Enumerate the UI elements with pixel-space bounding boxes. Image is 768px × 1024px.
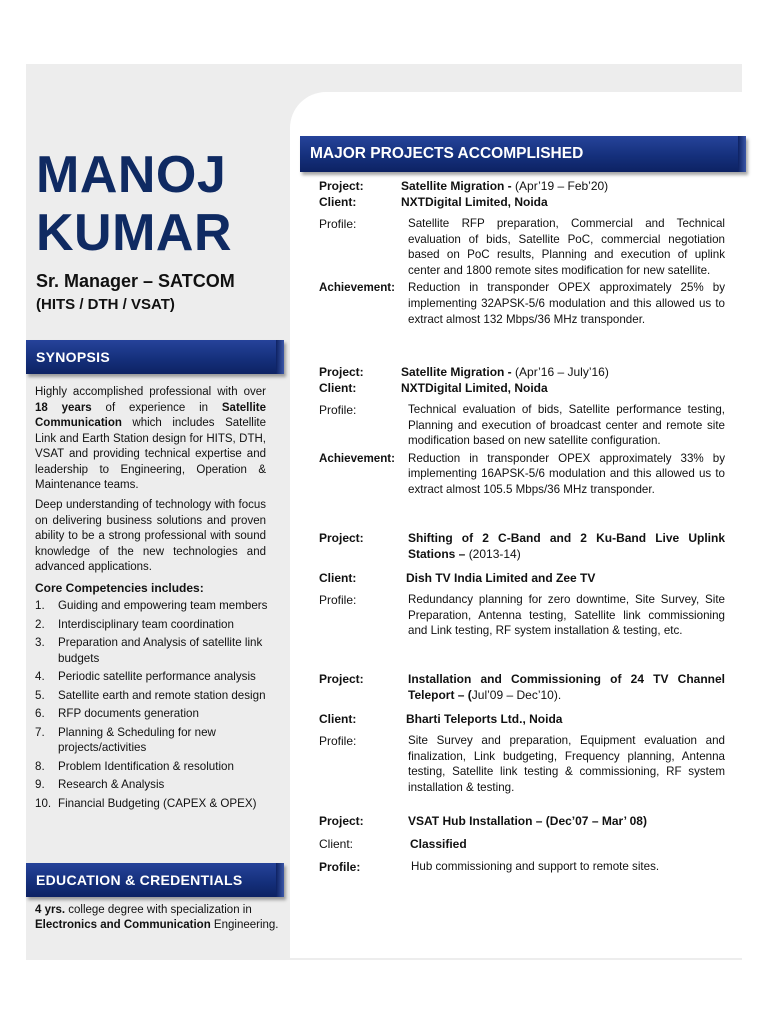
list-item: 9. Research & Analysis bbox=[35, 778, 165, 791]
list-item: 3. Preparation and Analysis of satellite link budgets bbox=[35, 636, 263, 665]
core-competencies-title: Core Competencies includes: bbox=[35, 581, 204, 595]
candidate-name: MANOJ KUMAR bbox=[36, 146, 233, 262]
project-entry-5: Project: VSAT Hub Installation – (Dec’07 – Mar’ 08) Client: Classified Profile: Hub commissioning and support to remote sites. bbox=[319, 814, 660, 874]
list-item: 1. Guiding and empowering team members bbox=[35, 599, 268, 612]
list-item: 6. RFP documents generation bbox=[35, 707, 199, 720]
list-item: 8. Problem Identification & resolution bbox=[35, 759, 234, 773]
job-title: Sr. Manager – SATCOM bbox=[36, 271, 235, 291]
project-entry-2: Project: Satellite Migration - (Apr’16 – July’16) Client: NXTDigital Limited, Noida Profile: Technical evaluation of bids, Satellite performance testing, Planning and execution of broadcast center and remote site modification based on new satellite configuration. Achievement: Reduction in transponder OPEX approximately 33% by implementing 16APSK-5/6 modulation and this allowed us to extract almost 105.5 Mbps/36 MHz transponder. bbox=[319, 365, 725, 496]
project-entry-3: Project: Shifting of 2 C-Band and 2 Ku-Band Live Uplink Stations – (2013-14) Client: Dish TV India Limited and Zee TV Profile: Redundancy planning for zero downtime, Site Survey, Site Preparation, Antenna testing, Satellite link commissioning and Link testing, RF system installation & testing, etc. bbox=[319, 531, 725, 638]
core-competencies-list bbox=[35, 598, 280, 814]
list-item: 10. Financial Budgeting (CAPEX & OPEX) bbox=[35, 796, 257, 810]
synopsis-banner bbox=[26, 340, 284, 374]
list-item: 5. Satellite earth and remote station design bbox=[35, 688, 266, 702]
education-heading: EDUCATION & CREDENTIALS bbox=[36, 872, 243, 888]
list-item: 7. Planning & Scheduling for new projects/activities bbox=[35, 725, 216, 754]
education-text: 4 yrs. college degree with specialization in Electronics and Communication Engineering. bbox=[35, 904, 279, 931]
education-banner bbox=[26, 863, 284, 897]
synopsis-heading: SYNOPSIS bbox=[36, 349, 110, 365]
major-projects-heading: MAJOR PROJECTS ACCOMPLISHED bbox=[310, 145, 584, 162]
project-entry-4: Project: Installation and Commissioning of 24 TV Channel Teleport – (Jul’09 – Dec’10). Client: Bharti Teleports Ltd., Noida Profile: Site Survey and preparation, Equipment evaluation and finalization, Link budgeting, Frequency planning, Antenna testing, Satellite link testing & commissioning, RF system installation & testing. bbox=[319, 672, 725, 794]
synopsis-paragraph-1: Highly accomplished professional with over 18 years of experience in Satellite Communication which includes Satellite Link and Earth Station design for HITS, DTH, VSAT and providing technical expertise and leadership to Engineering, Operation & Maintenance teams. bbox=[35, 386, 266, 491]
job-specialization: (HITS / DTH / VSAT) bbox=[36, 296, 175, 313]
list-item: 4. Periodic satellite performance analysis bbox=[35, 670, 256, 683]
list-item: 2. Interdisciplinary team coordination bbox=[35, 617, 234, 631]
major-projects-banner bbox=[300, 136, 746, 172]
synopsis-paragraph-2: Deep understanding of technology with focus on delivering business solutions and proven ability to be a strong professional with sound knowledge of the new technologies and advanced applications. bbox=[35, 499, 266, 573]
project-entry-1: Project: Satellite Migration - (Apr’19 – Feb’20) Client: NXTDigital Limited, Noida Profile: Satellite RFP preparation, Commercial and Technical evaluation of bids, Satellite PoC, commercial negotiation based on PoC results, Planning and execution of uplink center and 1800 remote sites modification for new satellite. Achievement: Reduction in transponder OPEX approximately 25% by implementing 32APSK-5/6 modulation and this allowed us to extract almost 132 Mbps/36 MHz transponder. bbox=[319, 179, 725, 326]
